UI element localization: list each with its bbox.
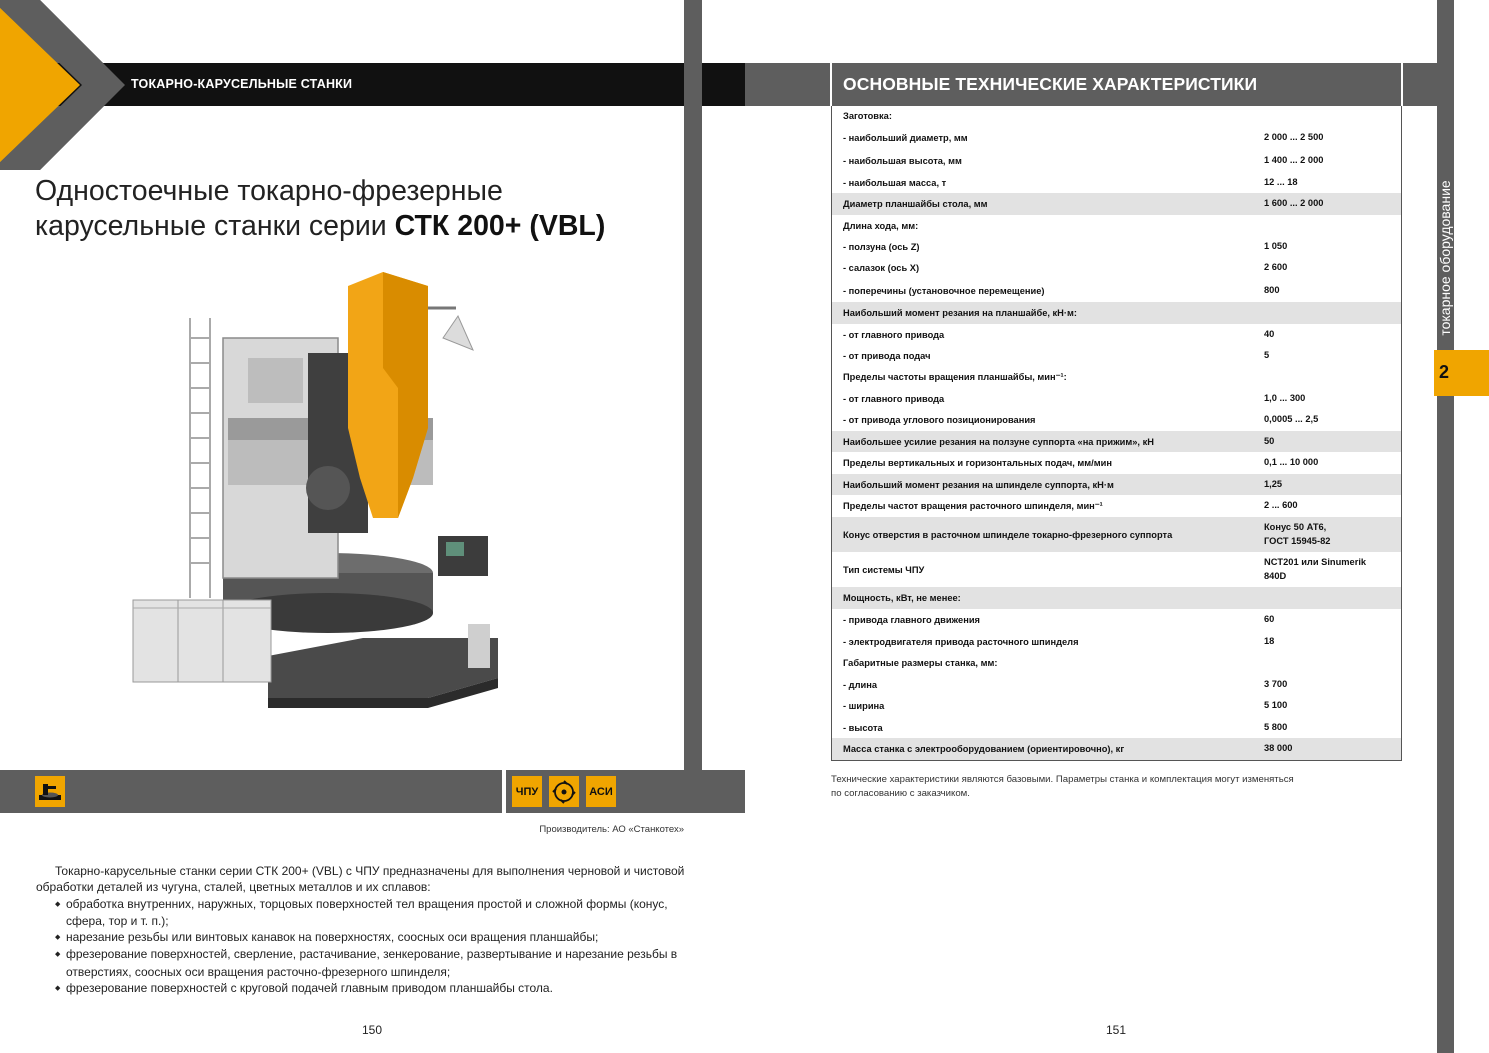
title-line-1: Одностоечные токарно-фрезерные xyxy=(35,175,503,207)
spec-label: - от главного привода xyxy=(843,329,945,340)
table-row xyxy=(832,324,1401,345)
spec-value: 1 600 ... 2 000 xyxy=(1264,198,1324,209)
spec-value: 12 ... 18 xyxy=(1264,176,1298,187)
spec-label: - ползуна (ось Z) xyxy=(843,241,920,252)
spec-value: 2 ... 600 xyxy=(1264,500,1298,511)
table-row xyxy=(832,474,1401,495)
chapter-side-label: токарное оборудование xyxy=(1437,180,1453,336)
spec-value: 800 xyxy=(1264,284,1280,295)
spec-header-title: ОСНОВНЫЕ ТЕХНИЧЕСКИЕ ХАРАКТЕРИСТИКИ xyxy=(843,74,1258,94)
table-row xyxy=(832,431,1401,452)
page-number-left: 150 xyxy=(362,1023,383,1037)
spec-label: Наибольшее усилие резания на ползуне суппорта «на прижим», кН xyxy=(843,436,1154,447)
cnc-badge: ЧПУ xyxy=(512,776,542,807)
list-item: ◆ нарезание резьбы или винтовых канавок на поверхностях, соосных оси вращения планшайбы; xyxy=(36,929,686,946)
list-item: ◆ фрезерование поверхностей, сверление, растачивание, зенкерование, развертывание и нарезание резьбы в отверстиях, соосных оси вращения расточно-фрезерного шпинделя; xyxy=(36,946,686,980)
spec-value: 1 050 xyxy=(1264,240,1288,251)
spec-label: Диаметр планшайбы стола, мм xyxy=(843,199,988,209)
table-row xyxy=(832,495,1401,517)
spec-value: 2 000 ... 2 500 xyxy=(1264,131,1324,142)
table-row xyxy=(832,366,1401,388)
table-row xyxy=(832,552,1401,587)
spec-value: 1,25 xyxy=(1264,478,1283,489)
note-line-1: Технические характеристики являются базовыми. Параметры станка и комплектация могут изменяться xyxy=(831,774,1294,785)
footer-bar xyxy=(0,770,745,813)
spec-label: Масса станка с электрооборудованием (ориентировочно), кг xyxy=(843,744,1125,754)
description xyxy=(36,863,686,997)
table-row xyxy=(832,106,1401,126)
table-row xyxy=(832,738,1401,760)
list-item: ◆ обработка внутренних, наружных, торцовых поверхностей тел вращения простой и сложной формы (конус, сфера, тор и т. п.); xyxy=(36,896,686,930)
spec-label: Тип системы ЧПУ xyxy=(843,564,925,575)
note-line-2: по согласованию с заказчиком. xyxy=(831,788,970,800)
spec-value: NCT201 или Sinumerik 840D xyxy=(1264,557,1367,581)
page-title xyxy=(35,174,605,244)
table-row xyxy=(832,215,1401,236)
spec-value: 1,0 ... 300 xyxy=(1264,392,1306,403)
spec-label: - от привода подач xyxy=(843,350,931,361)
spec-label: Заготовка: xyxy=(843,111,892,121)
spec-label: Габаритные размеры станка, мм: xyxy=(843,658,998,668)
table-row xyxy=(832,517,1401,552)
spec-note xyxy=(831,773,1294,802)
spec-value: 60 xyxy=(1264,614,1275,625)
spec-value: 0,0005 ... 2,5 xyxy=(1264,414,1319,425)
spec-value: 5 800 xyxy=(1264,721,1288,732)
table-row xyxy=(832,717,1401,738)
table-row xyxy=(832,695,1401,717)
side-strip xyxy=(1437,0,1454,1053)
spec-label: Пределы частоты вращения планшайбы, мин⁻¹: xyxy=(843,371,1067,382)
asi-badge: АСИ xyxy=(586,776,616,807)
page-number-right: 151 xyxy=(1106,1023,1127,1037)
table-row xyxy=(832,388,1401,409)
spec-value: 5 xyxy=(1264,349,1270,360)
table-row xyxy=(832,674,1401,695)
spec-label: - электродвигателя привода расточного шпинделя xyxy=(843,636,1079,647)
table-row xyxy=(832,126,1401,149)
section-header-title: ТОКАРНО-КАРУСЕЛЬНЫЕ СТАНКИ xyxy=(131,77,353,91)
list-item: ◆ фрезерование поверхностей с круговой подачей главным приводом планшайбы стола. xyxy=(36,980,686,997)
spec-label: - от главного привода xyxy=(843,393,945,404)
spec-value: 2 600 xyxy=(1264,262,1288,273)
title-line-2: карусельные станки серии xyxy=(35,210,395,242)
table-row xyxy=(832,193,1401,215)
spec-label: Мощность, кВт, не менее: xyxy=(843,593,961,603)
spec-value: 1 400 ... 2 000 xyxy=(1264,154,1324,165)
spec-value: 5 100 xyxy=(1264,700,1288,711)
machine-illustration xyxy=(128,268,518,720)
spec-value: 3 700 xyxy=(1264,678,1288,689)
corner-overlay xyxy=(0,0,125,170)
table-row xyxy=(832,409,1401,431)
description-intro: Токарно-карусельные станки серии СТК 200+ (VBL) с ЧПУ предназначены для выполнения черновой и чистовой обработки деталей из чугуна, сталей, цветных металлов и их сплавов: xyxy=(36,864,685,895)
spec-label: - наибольший диаметр, мм xyxy=(843,132,968,143)
spec-label: Наибольший момент резания на планшайбе, кН·м: xyxy=(843,308,1077,318)
spec-label: Пределы вертикальных и горизонтальных подач, мм/мин xyxy=(843,458,1112,468)
milling-cutter-icon xyxy=(549,776,579,807)
spec-value: 0,1 ... 10 000 xyxy=(1264,457,1319,468)
table-row xyxy=(832,172,1401,193)
spec-label: - наибольшая масса, т xyxy=(843,177,947,188)
spec-value: 40 xyxy=(1264,328,1275,339)
spec-table xyxy=(831,106,1402,761)
table-row xyxy=(832,631,1401,652)
spec-label: - привода главного движения xyxy=(843,615,980,625)
spec-value: Конус 50 АТ6, ГОСТ 15945-82 xyxy=(1264,522,1331,546)
spec-label: - наибольшая высота, мм xyxy=(843,155,962,166)
spec-label: Длина хода, мм: xyxy=(843,220,919,231)
spec-value: 18 xyxy=(1264,635,1275,646)
manufacturer-label: Производитель: АО «Станкотех» xyxy=(539,824,684,835)
spec-label: Наибольший момент резания на шпинделе суппорта, кН·м xyxy=(843,479,1114,490)
table-row xyxy=(832,236,1401,257)
table-row xyxy=(832,587,1401,609)
header-divider xyxy=(1401,63,1403,106)
spec-label: - поперечины (установочное перемещение) xyxy=(843,285,1045,296)
header-strip xyxy=(702,63,745,106)
chapter-number: 2 xyxy=(1439,362,1450,382)
spec-label: - высота xyxy=(843,722,883,733)
spec-label: - салазок (ось X) xyxy=(843,263,920,273)
table-row xyxy=(832,302,1401,324)
table-row xyxy=(832,452,1401,474)
table-row xyxy=(832,279,1401,302)
table-row xyxy=(832,609,1401,631)
page-spine-left xyxy=(684,0,702,770)
table-row xyxy=(832,652,1401,674)
spec-label: Пределы частот вращения расточного шпинделя, мин⁻¹ xyxy=(843,500,1103,511)
table-row xyxy=(832,257,1401,279)
spec-label: - ширина xyxy=(843,701,885,711)
table-row xyxy=(832,345,1401,366)
title-model: СТК 200+ (VBL) xyxy=(394,210,606,242)
spec-value: 50 xyxy=(1264,435,1275,446)
machine-type-icon xyxy=(35,776,65,807)
spec-label: - от привода углового позиционирования xyxy=(843,415,1036,425)
footer-separator xyxy=(502,770,506,813)
spec-value: 38 000 xyxy=(1264,743,1293,754)
spec-label: Конус отверстия в расточном шпинделе токарно-фрезерного суппорта xyxy=(843,529,1173,540)
header-divider xyxy=(830,63,832,106)
spec-label: - длина xyxy=(843,679,877,690)
table-row xyxy=(832,149,1401,172)
